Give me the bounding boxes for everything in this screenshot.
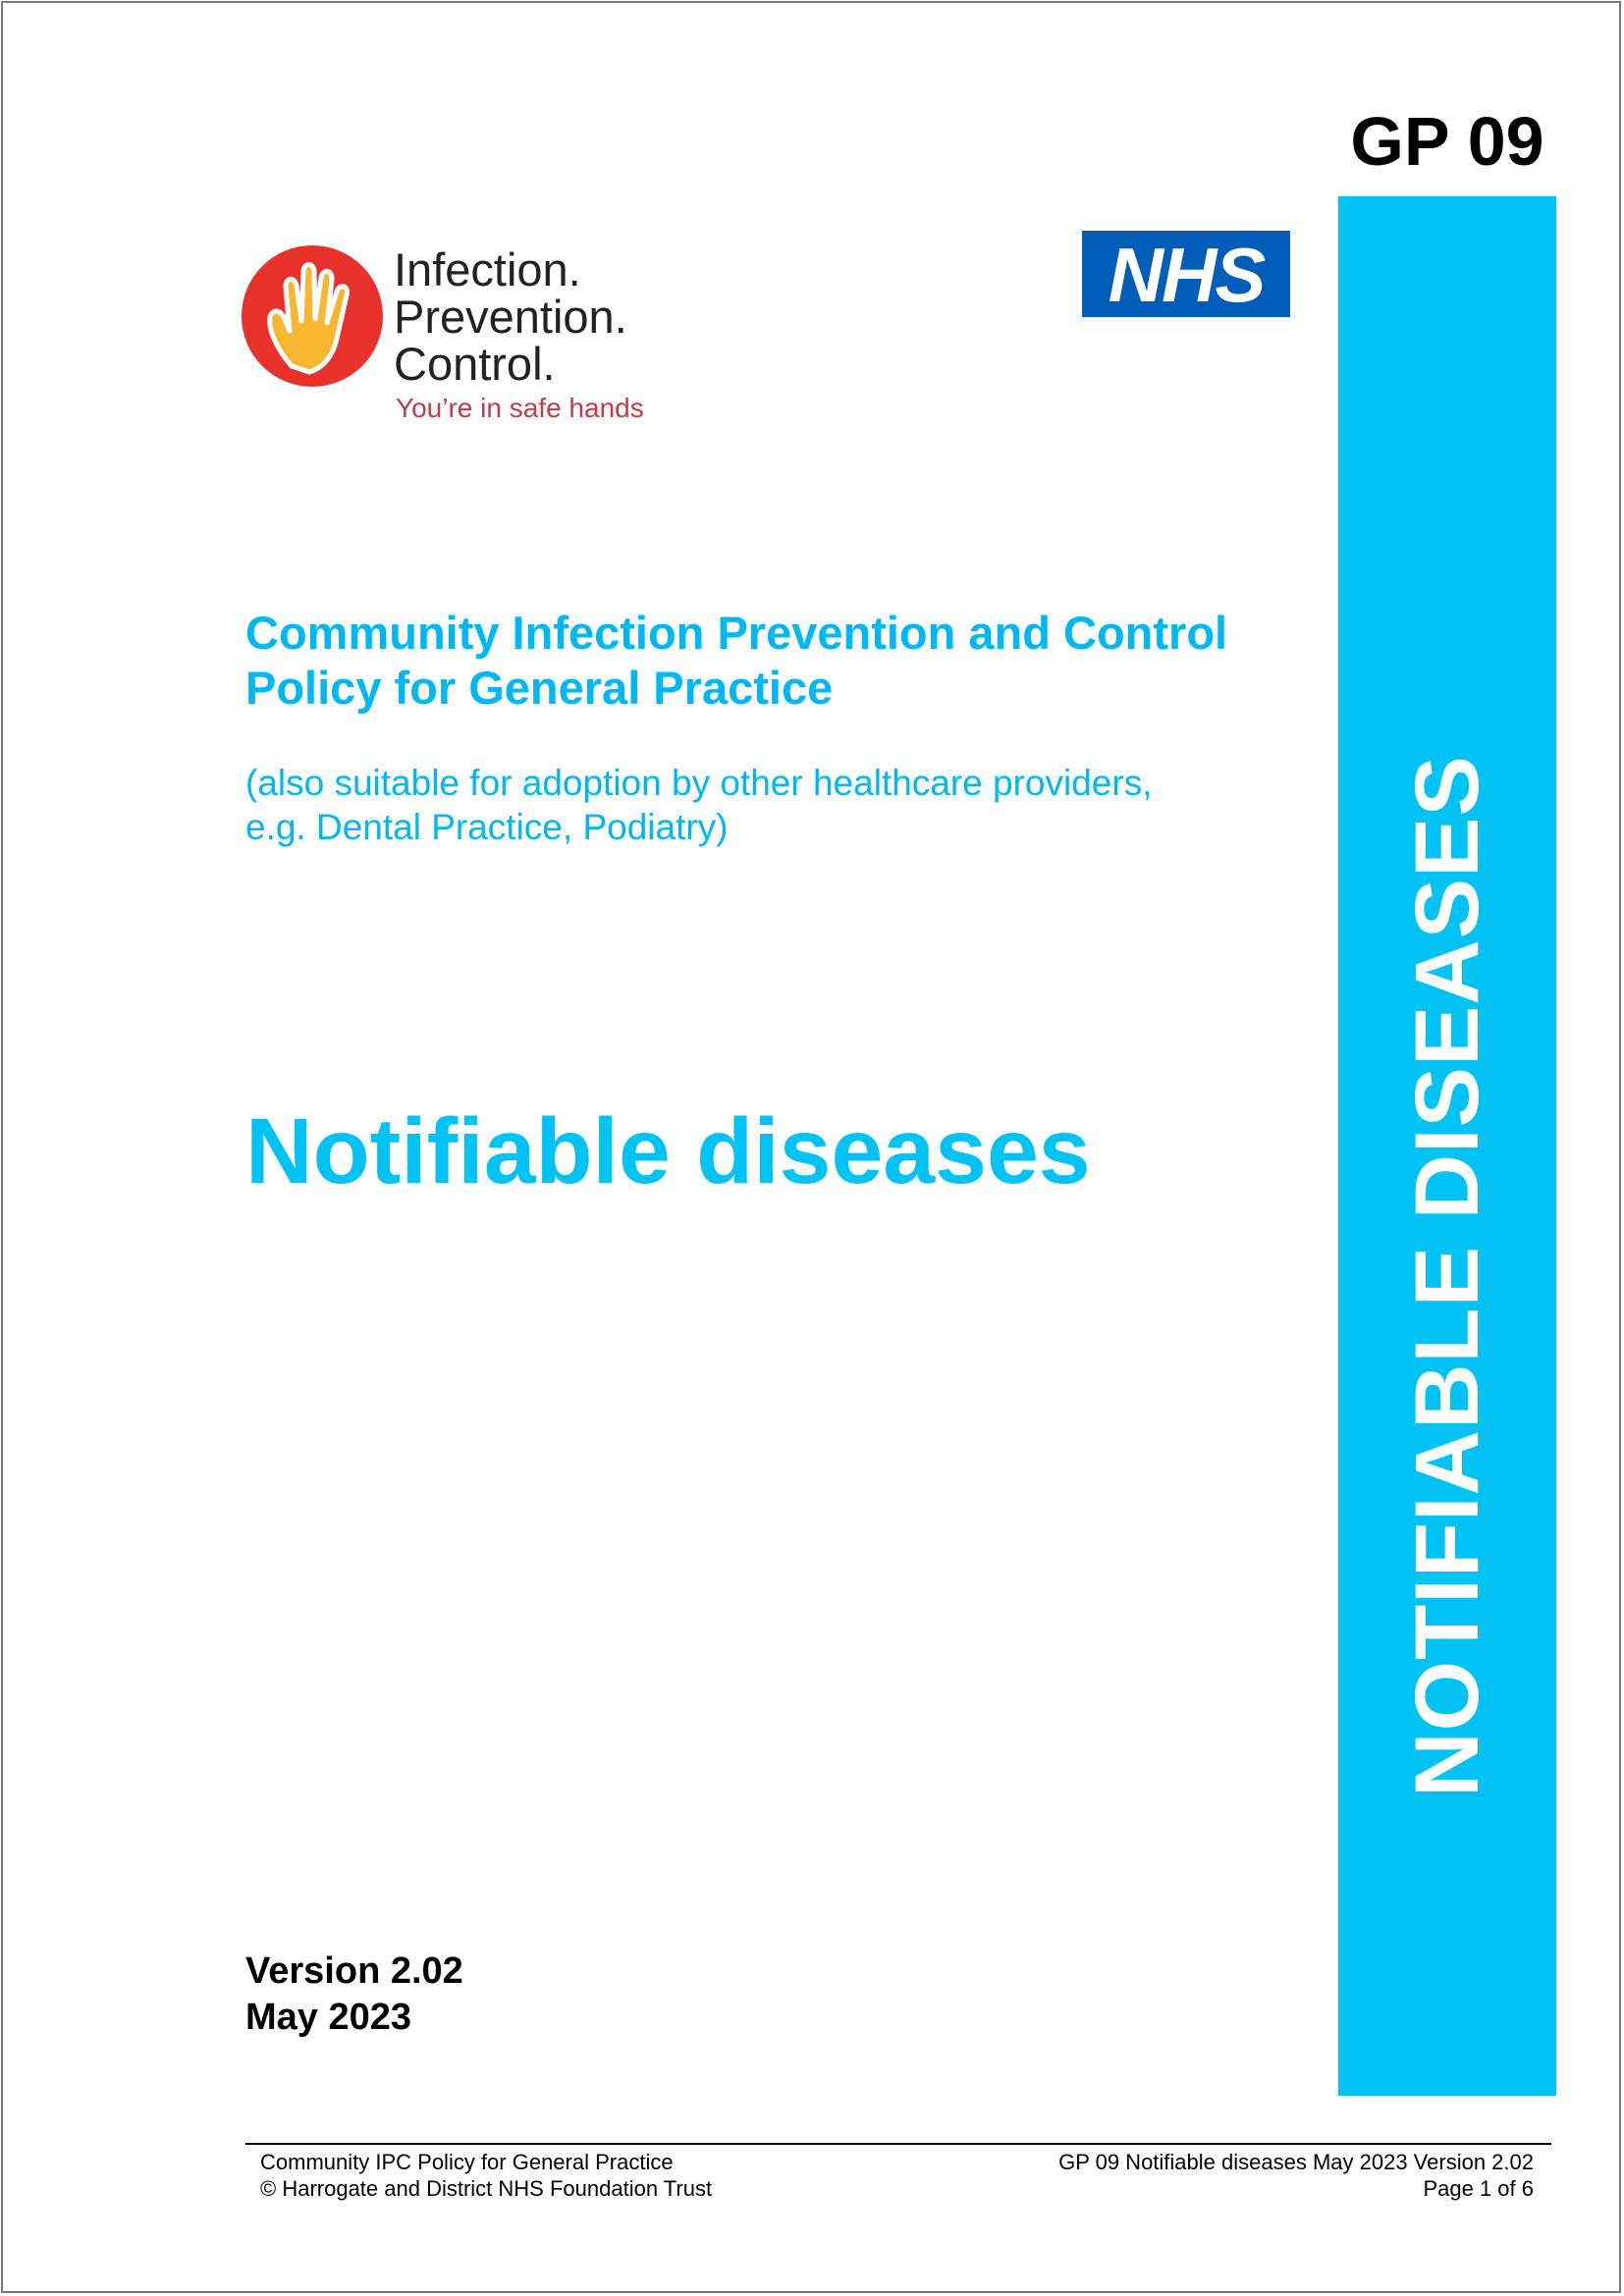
adoption-note-line1: (also suitable for adoption by other healthcare providers, (245, 763, 1153, 803)
series-title (245, 606, 1316, 716)
footer-left (260, 2149, 712, 2202)
adoption-note (245, 761, 1316, 849)
ipc-logo-line1: Infection. (394, 243, 581, 295)
footer-right (1058, 2149, 1534, 2202)
side-banner-text: NOTIFIABLE DISEASES (1397, 755, 1497, 1797)
side-banner (1338, 196, 1556, 2096)
footer-divider (245, 2143, 1551, 2145)
adoption-note-line2: e.g. Dental Practice, Podiatry) (245, 807, 729, 847)
ipc-logo (241, 240, 673, 427)
series-title-line2: Policy for General Practice (245, 662, 834, 714)
page-title: Notifiable diseases (245, 1099, 1091, 1203)
version-number: Version 2.02 (245, 1950, 463, 1992)
hand-icon (242, 245, 383, 387)
policy-code: GP 09 (1350, 103, 1544, 180)
ipc-logo-line3: Control. (394, 338, 556, 390)
nhs-logo-text: NHS (1108, 232, 1265, 317)
ipc-logo-line2: Prevention. (394, 291, 627, 343)
footer-copyright: © Harrogate and District NHS Foundation Trust (260, 2176, 713, 2201)
footer-page-number: Page 1 of 6 (1423, 2176, 1534, 2201)
nhs-logo (1082, 231, 1290, 317)
version-block (245, 1949, 463, 2041)
ipc-logo-tagline: You’re in safe hands (396, 393, 644, 423)
version-date: May 2023 (245, 1997, 412, 2038)
footer-policy-name: Community IPC Policy for General Practice (260, 2150, 674, 2174)
series-title-line1: Community Infection Prevention and Control (245, 607, 1228, 659)
footer-document-ref: GP 09 Notifiable diseases May 2023 Version 2.02 (1058, 2150, 1534, 2174)
